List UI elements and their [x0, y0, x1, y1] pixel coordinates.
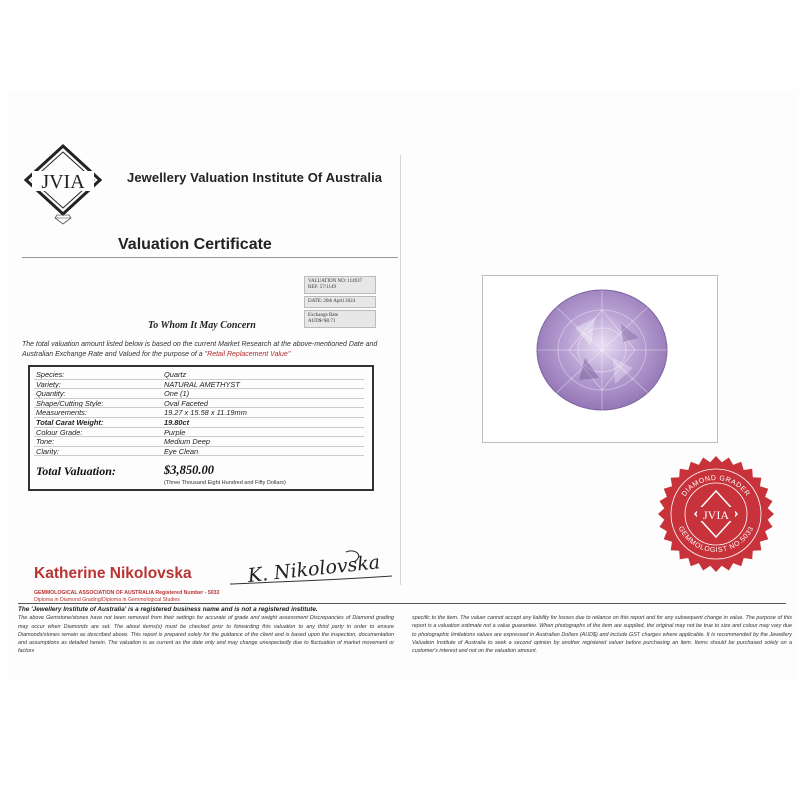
seal-bottom-text: GEMMOLOGIST NO.5033 — [676, 525, 756, 555]
detail-value: 19.80ct — [164, 418, 190, 427]
detail-value: Quartz — [164, 370, 187, 379]
diploma-line: Diploma in Diamond Grading/Diploma in Gemmological Studies — [34, 597, 180, 603]
diamond-grader-seal — [657, 455, 775, 573]
valuation-number: VALUATION NO: 114937 — [308, 279, 363, 284]
detail-label: Tone: — [36, 437, 55, 447]
legal-lead: The 'Jewellery Institute of Australia' is a registered business name and is not a registered institute. — [18, 606, 318, 613]
detail-value: Purple — [164, 427, 186, 437]
signatory-name: Katherine Nikolovska — [34, 565, 192, 582]
detail-row-divider — [34, 455, 364, 456]
seal-top-text: DIAMOND GRADER — [680, 474, 752, 498]
intro-text: The total valuation amount listed below is based on the current Market Research at the above-mentioned Date and Australian Exchange Rate and Valued for the purpose of a — [22, 341, 378, 358]
detail-value: 19.27 x 15.58 x 11.19mm — [164, 408, 247, 418]
legal-body-left: The above Gemstone/stones have not been removed from their settings for accurate of grade and weight assessment Discrepancies of Diamond grading may occur when Diamonds are set. The about items(s) must be checked prior to forwarding this valuation to any third party in order to ensure Diamonds/stones remain as described above. This report is prepared solely for the guidance of the client and is based upon the inspection, documentation and assumptions as detailed herein. The valuation is as current as the date only and may change unexpectedly due to fluctuation of market movement or factors — [18, 615, 394, 655]
total-valuation-value: $3,850.00 — [164, 463, 214, 477]
reference-numbers — [304, 276, 376, 294]
institute-name: Jewellery Valuation Institute Of Australia — [127, 170, 383, 185]
detail-label: Shape/Cutting Style: — [36, 398, 104, 408]
page-fold-divider — [400, 155, 401, 585]
detail-value: Oval Faceted — [164, 398, 208, 408]
detail-value: One (1) — [164, 389, 190, 399]
detail-row-divider — [34, 427, 364, 428]
detail-label: Colour Grade: — [36, 427, 83, 437]
gem-details-box — [28, 365, 374, 491]
detail-row-divider — [34, 446, 364, 447]
total-valuation-words: (Three Thousand Eight Hundred and Fifty Dollars) — [164, 480, 286, 486]
detail-label: Measurements: — [36, 408, 87, 418]
reference-box — [304, 276, 376, 330]
jvia-logo — [22, 143, 104, 225]
svg-text:K. Nikolovska: K. Nikolovska — [246, 551, 382, 588]
total-valuation-label: Total Valuation: — [36, 464, 116, 478]
legal-text-right: specific to the item. The valuer cannot accept any liability for losses due to reliance on this report and for any subsequent change in value. The purpose of this report is a valuation estimate not a value guarantee. When photographs of the item are supplied, the original may not be true to size and colour may vary due to photographic limitations values are expressed in Australian Dollars (AUD$) and include GST charges where applicable. It is recommended by the Jewellery Valuation Institute of Australia to seek a second opinion by another registered valuer before purchasing an item. Items should be purchased solely on a customer's interest and not on the valuation amount. — [412, 615, 792, 655]
valuation-date: DATE: 20th April 2024 — [304, 296, 376, 308]
footer-divider — [18, 603, 786, 604]
exchange-rate-box — [304, 310, 376, 328]
logo-text: JVIA — [41, 171, 85, 193]
detail-label: Total Carat Weight: — [36, 418, 104, 427]
detail-label: Species: — [36, 370, 65, 379]
seal-center-text: JVIA — [703, 508, 729, 522]
gem-photo-frame — [482, 275, 718, 443]
greeting: To Whom It May Concern — [148, 320, 256, 331]
detail-value: Medium Deep — [164, 437, 211, 447]
title-divider — [22, 257, 398, 258]
exchange-rate-value: AUD$=$0.71 — [308, 319, 336, 324]
intro-paragraph — [22, 340, 382, 360]
valuation-purpose: "Retail Replacement Value" — [204, 351, 291, 358]
exchange-rate-label: Exchange Rate — [308, 313, 339, 318]
detail-row-divider — [34, 388, 364, 389]
detail-label: Quantity: — [36, 389, 66, 399]
detail-label: Variety: — [36, 379, 61, 389]
handwritten-signature — [226, 546, 396, 592]
certificate-title: Valuation Certificate — [118, 236, 272, 253]
reference-code: REF: 57/1149 — [308, 285, 337, 290]
diamond-icon — [55, 215, 71, 224]
legal-text-left — [18, 606, 394, 656]
detail-value: NATURAL AMETHYST — [164, 379, 240, 389]
detail-label: Clarity: — [36, 446, 59, 456]
detail-value: Eye Clean — [164, 446, 199, 456]
amethyst-gem-image — [535, 288, 669, 412]
registration-number: GEMMOLOGICAL ASSOCIATION OF AUSTRALIA Registered Number - 5033 — [34, 590, 220, 596]
